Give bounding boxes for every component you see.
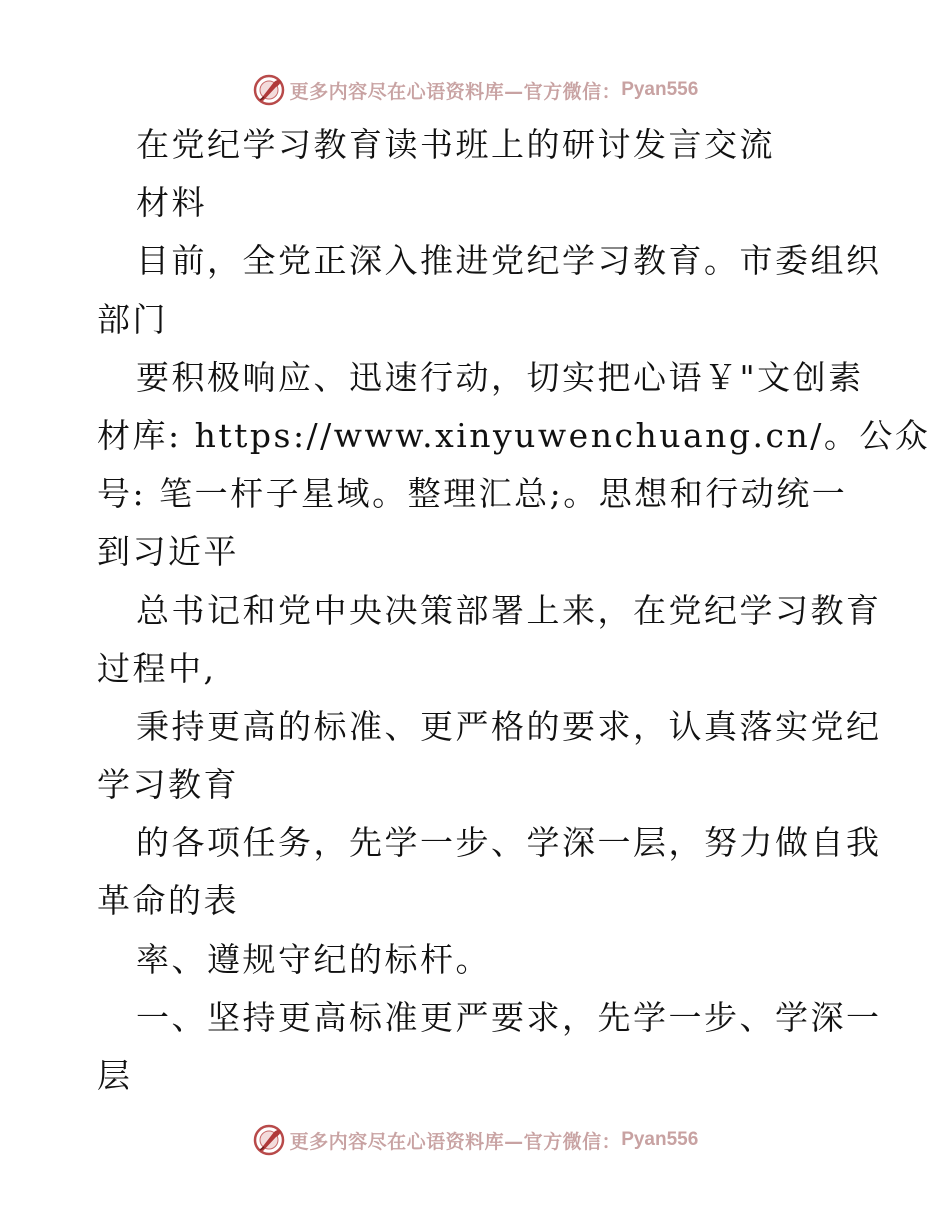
paragraph-line: 材库: https://www.xinyuwenchuang.cn/。公众 (97, 415, 931, 455)
footer-banner-contact: Pyan556 (621, 1129, 699, 1150)
paragraph-line: 要积极响应、迅速行动，切实把心语￥"文创素 (136, 357, 864, 397)
section-heading-line: 一、坚持更高标准更严要求，先学一步、学深一 (136, 997, 882, 1037)
document-title-line-1: 在党纪学习教育读书班上的研讨发言交流 (136, 125, 775, 164)
header-banner-contact: Pyan556 (621, 79, 699, 100)
footer-banner-text: 更多内容尽在心语资料库—官方微信： (289, 1130, 622, 1153)
paragraph-line: 到习近平 (97, 532, 239, 572)
paragraph-line: 过程中, (97, 648, 217, 688)
paragraph-line: 总书记和党中央决策部署上来，在党纪学习教育 (136, 590, 882, 630)
footer-banner (0, 1120, 950, 1160)
quill-pen-logo-icon (252, 73, 286, 107)
paragraph-line: 目前，全党正深入推进党纪学习教育。市委组织 (136, 241, 882, 281)
paragraph-line: 学习教育 (97, 765, 239, 805)
header-banner (0, 70, 950, 110)
paragraph-line: 率、遵规守纪的标杆。 (136, 939, 491, 979)
document-title-line-2: 材料 (136, 183, 207, 223)
paragraph-line: 部门 (97, 299, 168, 339)
paragraph-line: 号: 笔一杆子星域。整理汇总;。思想和行动统一 (97, 474, 848, 514)
paragraph-line: 秉持更高的标准、更严格的要求，认真落实党纪 (136, 706, 882, 746)
quill-pen-logo-icon (252, 1123, 286, 1157)
paragraph-line: 的各项任务，先学一步、学深一层，努力做自我 (136, 823, 882, 863)
section-heading-line: 层 (97, 1056, 133, 1095)
document-body (97, 116, 931, 1105)
paragraph-line: 革命的表 (97, 881, 239, 921)
header-banner-text: 更多内容尽在心语资料库—官方微信： (289, 80, 622, 103)
